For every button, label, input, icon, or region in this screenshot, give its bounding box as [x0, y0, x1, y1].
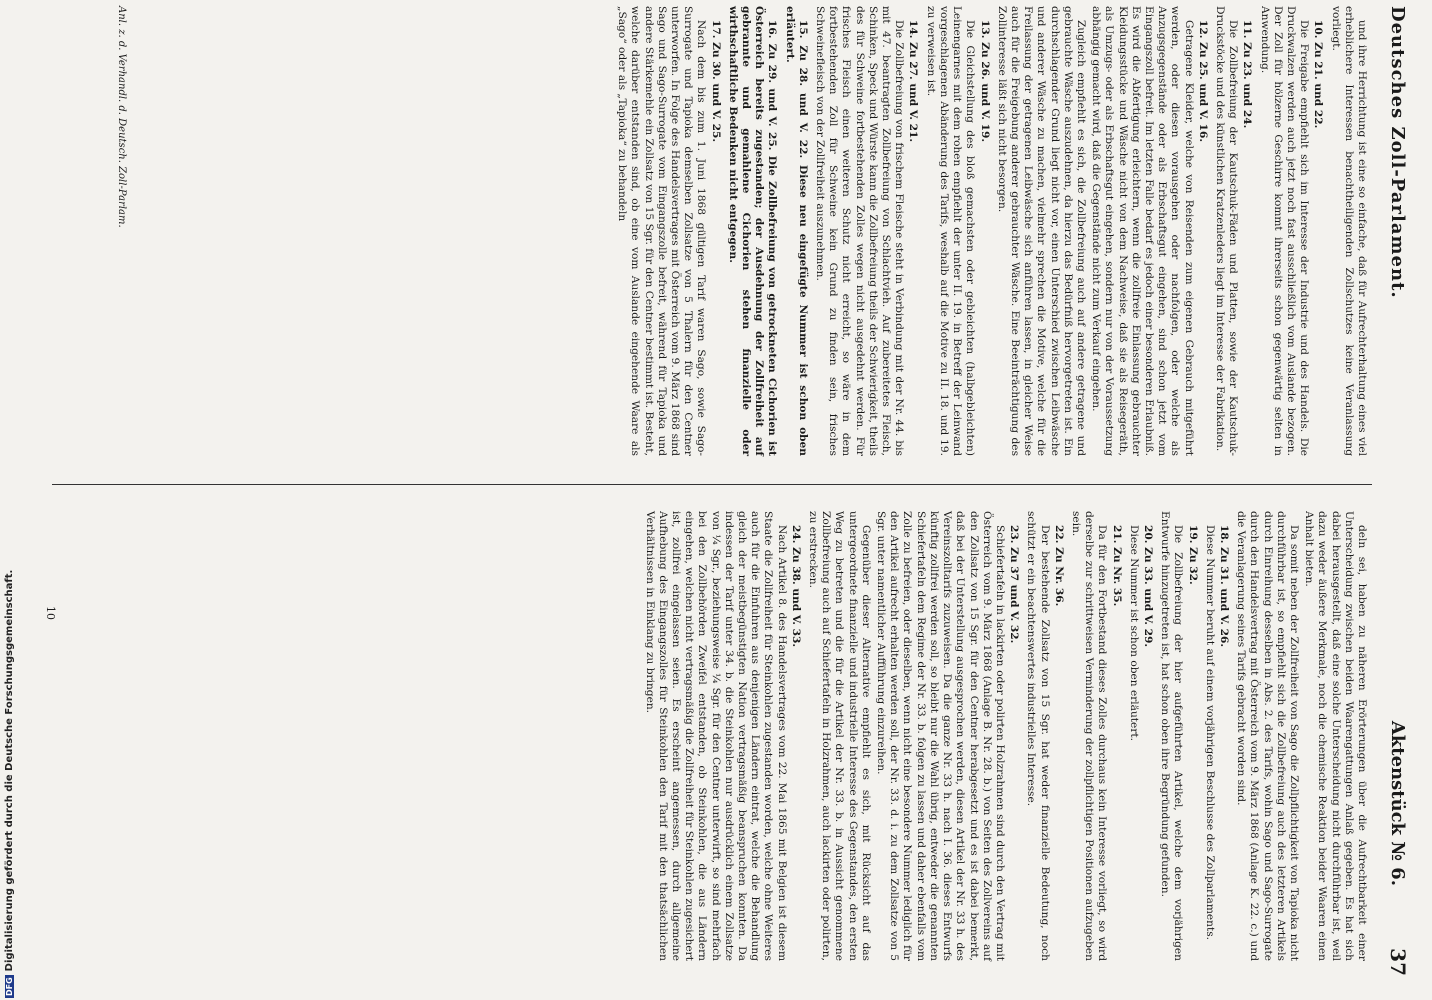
paragraph: Die Freigabe empfiehlt sich im Interesse der Industrie und des Handels. Die Druckwalzen werden auch jetzt noch fast ausschließlich vom Auslande bezogen. Der Zoll für hölzerne Geschirre kommt ihrerseits schon gegenwärtig selten in Anwendung.: [1258, 6, 1311, 456]
header-subtitle: Aktenstück № 6.: [1387, 720, 1408, 886]
paragraph: Diese Nummer beruht auf einem vorjährigen Beschlusse des Zollparlaments.: [1203, 525, 1216, 941]
section-heading: 10. Zu 21. und 22.: [1312, 20, 1325, 129]
section-heading: 11. Zu 23. und 24.: [1241, 20, 1254, 129]
paragraph: Getragene Kleider, welche von Reisenden zum eigenen Gebrauch mitgeführt werden, oder diesen vorausgehen oder nachfolgen, oder welche als Anzugsgegenstände oder als Erbschaftsgut eingehen, sind schon jetzt vom Eingangszoll befreit. Im letzten Falle bedarf es jedoch einer besonderen Erlaubniß. Es wird die Abfertigung erleichtern, wenn die zollfreie Einlassung gebrauchter Kleidungsstücke und Wäsche nicht von dem Nachweise, daß sie als Reisegeräth, als Umzugs- oder als Erbschaftsgut eingehen, sondern nur von der Voraussetzung abhängig gemacht wird, daß die Gegenstände nicht zum Verkauf eingehen.: [1090, 6, 1195, 456]
right-text-column: [640, 511, 1368, 961]
paragraph: Der bestehende Zollsatz von 15 Sgr. hat weder finanzielle Bedeutung, noch schützt er ein beachtenswertes industrielles Interesse.: [1025, 511, 1051, 961]
section-heading: 13. Zu 26. und V. 19.: [978, 20, 991, 143]
section-heading: 20. Zu 33. und V. 29.: [1141, 525, 1154, 648]
section-heading: 23. Zu 37 und V. 32.: [1008, 525, 1021, 644]
section-heading: 17. Zu 30. und V. 25.: [709, 20, 722, 143]
section-heading: 21. Zu Nr. 35.: [1110, 525, 1123, 607]
left-column-footnote: Anl. z. d. Verhandl. d. Deutsch. Zoll-Parlam.: [116, 6, 127, 228]
paragraph: Gegenüber dieser Alternative empfiehlt es sich, mit Rücksicht auf das untergeordnete finanzielle und industrielle Interesse des Gegenstandes, den ersten Weg zu betreten und die für die Artikel der Nr. 33. b. in Aussicht genommene Zollbefreiung auch auf Schiefertafeln in Holzrahmen, auch lackirten oder polirten, zu erstrecken.: [807, 511, 872, 961]
column-divider: [52, 484, 1372, 485]
page-header: [1378, 6, 1412, 976]
paragraph: Die Zollbefreiung der Kautschuk-Fäden und Platten, sowie der Kautschuk-Druckstöcke und des künstlichen Kratzenleders liegt im Interesse der Fabrikation.: [1213, 6, 1240, 456]
section-heading: 16. Zu 29. und V. 25. Die Zollbefreiung von getrockneten Cichorien ist Österreich bereits zugestanden; der Ausdehnung der Zollfreiheit auf gebrannte und gemahlene Cichorien stehen finanzielle oder wirthschaftliche Bedenken nicht entgegen.: [726, 6, 779, 456]
section-heading: 19. Zu 32.: [1186, 525, 1199, 585]
digitization-credit: [4, 570, 15, 998]
paragraph: deln sei, haben zu näheren Erörterungen über die Aufrechtbarkeit einer Unterscheidung zwischen beiden Waarengattungen Anlaß gegeben. Es hat sich dabei herausgestellt, daß eine solche Unterscheidung nicht durchführbar ist, weil dazu weder äußere Merkmale, noch die chemische Reaktion beider Waaren einen Anhalt bieten.: [1303, 511, 1368, 961]
paragraph: Die Zollbefreiung von frischem Fleische steht in Verbindung mit der Nr. 44. bis mit 47. beantragten Zollbefreiung von Schlachtvieh. Auf zubereitetes Fleisch, Schinken, Speck und Würste kann die Zollbefreiung theils der Schwierigkeit, theils des für Schweine fortbestehenden Zolles wegen nicht ausgedehnt werden. Für frisches Fleisch einen weiteren Schutz nicht erreicht, so wäre in dem fortbestehenden Zoll für Schweine kein Grund zu finden sein, frisches Schweinefleisch von der Zollfreiheit auszunehmen.: [814, 6, 906, 456]
header-title: Deutsches Zoll-Parlament.: [1387, 6, 1408, 299]
header-page-number: 37: [1386, 948, 1410, 976]
paragraph: Diese Nummer ist schon oben erläutert.: [1127, 525, 1140, 742]
dfg-logo: DFG: [5, 977, 14, 996]
section-heading: 14. Zu 27. und V. 21.: [907, 20, 920, 143]
paragraph: Nach dem bis zum 1. Juni 1868 gültigen Tarif waren Sago, sowie Sago-Surrogate und Tapioka demselben Zollsatze von 5 Thalern für den Centner unterworfen. In Folge des Handelsvertrages mit Österreich vom 9. März 1868 sind Sago und Sago-Surrogate vom Eingangszolle befreit, während für Tapioka und andere Stärkemehle ein Zollsatz von 15 Sgr. für den Centner bestimmt ist. Besteht, welche darüber entstanden sind, ob eine vom Auslande eingehende Waare als „Sago“ oder als „Tapioka“ zu behandeln: [616, 6, 708, 456]
section-heading: 12. Zu 25. und V. 16.: [1196, 20, 1209, 143]
paragraph: Da somit neben der Zollfreiheit von Sago die Zollpflichtigkeit von Tapioka nicht durchführbar ist, so empfiehlt sich die Zollbefreiung auch des letzteren Artikels durch Einreihung desselben in Abs. 2. des Tarifs, wohin Sago und Sago-Surrogate durch den Handelsvertrag mit Österreich vom 9. März 1868 (Anlage K. 22. c.) und die Veranlagerung seines Tarifs gebracht worden sind.: [1235, 511, 1300, 961]
section-heading: 15. Zu 28. und V. 22. Diese neu eingefügte Nummer ist schon oben erläutert.: [783, 6, 809, 456]
page-footer-number: 10: [44, 606, 57, 620]
left-text-column: [613, 6, 1368, 456]
paragraph: Zugleich empfiehlt es sich, die Zollbefreiung auch auf andere getragene und gebrauchte Wäsche auszudehnen, da hierzu das Bedürfniß hervorgetreten ist. Ein durchschlagender Grund liegt nicht vor, einen Unterschied zwischen Leibwäsche und anderer Wäsche zu machen, vielmehr sprechen die Motive, welche für die Freilassung der getragenen Leibwäsche sich anführen lassen, in gleicher Weise auch für die Freigebung anderer gebrauchter Wäsche. Eine Beeinträchtigung des Zollinteresse läßt sich nicht besorgen.: [995, 6, 1087, 456]
paragraph: und ihre Herrichtung ist eine so einfache, daß für Aufrechterhaltung eines viel erheblichere Interessen benachtheiligenden Zollschutzes keine Veranlassung vorliegt.: [1329, 6, 1368, 456]
section-heading: 24. Zu 38. und V. 33.: [789, 525, 802, 648]
section-heading: 18. Zu 31. und V. 26.: [1217, 525, 1230, 648]
rotated-page-content: [36, 6, 1412, 976]
section-heading: 22. Zu Nr. 36.: [1052, 525, 1065, 607]
paragraph: Da für den Fortbestand dieses Zolles durchaus kein Interesse vorliegt, so wird derselbe zur schrittweisen Verminderung der zollpflichtigen Positionen aufzugeben sein.: [1069, 511, 1109, 961]
paragraph: Die Gleichstellung des bloß gemachsten oder gebleichten (halbgebleichten) Leinengarnes mit dem rohen empfiehlt der unter II. 19. in Betreff der Leinwand vorgeschlagenen Abänderung des Tarifs, weshalb auf die Motive zu II. 18. und 19. zu verweisen ist.: [924, 6, 977, 456]
credit-text: Digitalisierung gefördert durch die Deutsche Forschungsgemeinschaft.: [4, 569, 15, 972]
paragraph: Die Zollbefreiung der hier aufgeführten Artikel, welche dem vorjährigen Entwurfe hinzugetreten ist, hat schon oben ihre Begründung gefunden.: [1159, 511, 1185, 961]
paragraph: Nach Artikel 8. des Handelsvertrages vom 22. Mai 1865 mit Belgien ist diesem Staate die Zollfreiheit für Steinkohlen zugestanden worden, welche ohne Weiteres auch für die Einfuhren aus denjenigen Ländern eintrat, welche die Behandlung gleich der meistbegünstigten Nation vertragsmäßig beanspruchen konnten. Da indessen der Tarif unter 34. b. die Steinkohlen nur ausdrücklich einem Zollsatze von ¼ Sgr., beziehungsweise ¼ Sgr. für den Centner unterwirft, so sind mehrfach bei den Zollbehörden Zweifel entstanden, ob Steinkohlen, die aus Ländern eingehen, welchen nicht vertragsmäßig die Zollfreiheit für Steinkohlen zugesichert ist, zollfrei eingelassen seien. Es erscheint angemessen, durch allgemeine Aufhebung des Eingangszolles für Steinkohlen den Tarif mit den thatsächlichen Verhältnissen in Einklang zu bringen.: [643, 511, 788, 961]
paragraph: Schiefertafeln in lackirten oder polirten Holzrahmen sind durch den Vertrag mit Österreich vom 9. März 1868 (Anlage B. Nr. 28. b.) von Seiten des Zollvereins auf den Zollsatz von 15 Sgr. für den Centner herabgesetzt und es ist dabei bemerkt, daß bei der Unterstellung ausgesprochen werden, diesen Artikel der Nr. 33 h. des Vereinszolltarifs zuzuweisen. Da die ganze Nr. 33 h. nach I. 36. dieses Entwurfs künftig zollfrei werden soll, so bleibt nur die Wahl übrig, entweder die genannten Schiefertafeln dem Regime der Nr. 33. b. folgen zu lassen und daher ebenfalls vom Zolle zu befreien, oder dieselben, wenn nicht eine besondere Nummer lediglich für den Artikel aufrecht erhalten werden soll, der Nr. 33. d. i. zu dem Zollsatze von 5 Sgr. unter namentlicher Aufführung einzureihen.: [875, 511, 1006, 961]
